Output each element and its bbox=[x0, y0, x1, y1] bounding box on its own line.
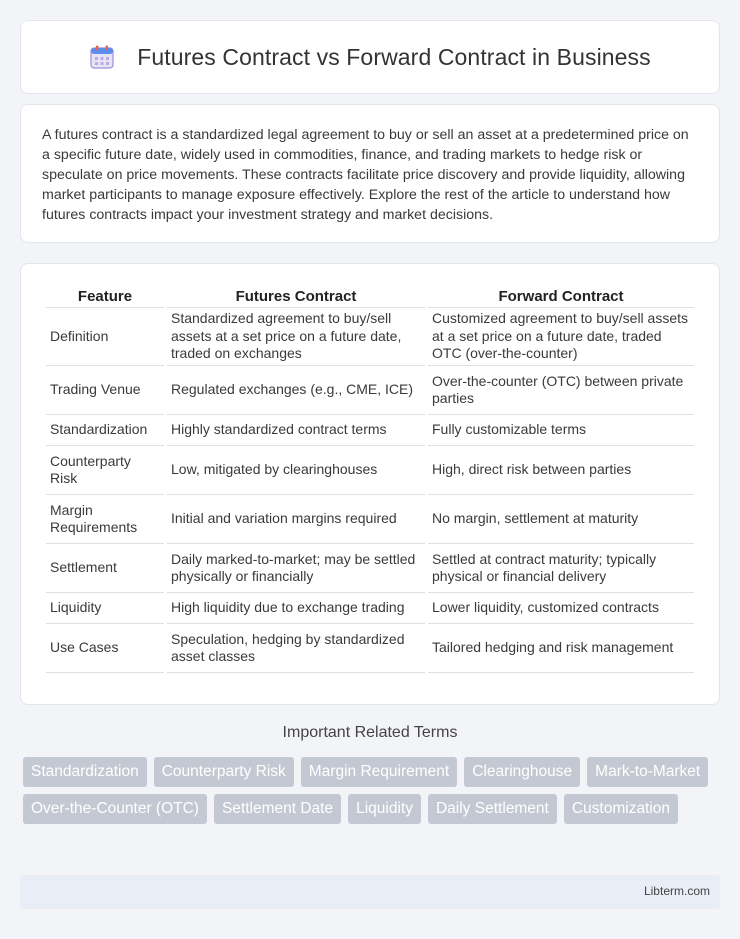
table-row bbox=[46, 593, 694, 624]
row-futures: Highly standardized contract terms bbox=[167, 415, 425, 446]
related-terms-heading: Important Related Terms bbox=[282, 724, 458, 741]
table-row bbox=[46, 544, 694, 593]
comparison-table-card bbox=[20, 263, 720, 705]
row-forward: High, direct risk between parties bbox=[428, 446, 694, 495]
row-forward: No margin, settlement at maturity bbox=[428, 495, 694, 544]
tag-settlement-date[interactable]: Settlement Date bbox=[214, 794, 341, 824]
row-futures: Regulated exchanges (e.g., CME, ICE) bbox=[167, 366, 425, 415]
tag-mark-to-market[interactable]: Mark-to-Market bbox=[587, 757, 708, 787]
header-futures: Futures Contract bbox=[167, 284, 425, 308]
row-futures: Standardized agreement to buy/sell assets at a set price on a future date, traded on exchanges bbox=[167, 308, 425, 366]
table-row bbox=[46, 308, 694, 366]
footer bbox=[20, 875, 720, 909]
tag-standardization[interactable]: Standardization bbox=[23, 757, 147, 787]
row-feature: Definition bbox=[46, 308, 164, 366]
row-forward: Customized agreement to buy/sell assets at a set price on a future date, traded OTC (over-the-counter) bbox=[428, 308, 694, 366]
intro-card bbox=[20, 104, 720, 243]
footer-brand-link[interactable]: Libterm.com bbox=[643, 884, 710, 898]
title-card bbox=[20, 20, 720, 94]
intro-paragraph: A futures contract is a standardized legal agreement to buy or sell an asset at a predetermined price on a specific future date, widely used in commodities, finance, and trading markets to hedge risk or speculate on price movements. These contracts facilitate price discovery and provide liquidity, allowing market participants to manage exposure effectively. Explore the rest of the article to understand how futures contracts impact your investment strategy and market decisions. bbox=[42, 127, 689, 223]
row-futures: Speculation, hedging by standardized asset classes bbox=[167, 624, 425, 673]
table-row bbox=[46, 446, 694, 495]
row-forward: Settled at contract maturity; typically physical or financial delivery bbox=[428, 544, 694, 593]
tag-margin-requirement[interactable]: Margin Requirement bbox=[301, 757, 457, 787]
tag-clearinghouse[interactable]: Clearinghouse bbox=[464, 757, 580, 787]
comparison-table bbox=[43, 284, 697, 673]
row-feature: Settlement bbox=[46, 544, 164, 593]
row-feature: Use Cases bbox=[46, 624, 164, 673]
row-feature: Trading Venue bbox=[46, 366, 164, 415]
row-futures: Daily marked-to-market; may be settled physically or financially bbox=[167, 544, 425, 593]
tag-counterparty-risk[interactable]: Counterparty Risk bbox=[154, 757, 294, 787]
row-feature: Liquidity bbox=[46, 593, 164, 624]
tag-over-the-counter[interactable]: Over-the-Counter (OTC) bbox=[23, 794, 207, 824]
table-row bbox=[46, 624, 694, 673]
row-feature: Standardization bbox=[46, 415, 164, 446]
row-feature: Margin Requirements bbox=[46, 495, 164, 544]
row-futures: High liquidity due to exchange trading bbox=[167, 593, 425, 624]
tag-liquidity[interactable]: Liquidity bbox=[348, 794, 421, 824]
tag-customization[interactable]: Customization bbox=[564, 794, 678, 824]
row-forward: Lower liquidity, customized contracts bbox=[428, 593, 694, 624]
header-forward: Forward Contract bbox=[428, 284, 694, 308]
table-header-row bbox=[46, 284, 694, 308]
row-forward: Fully customizable terms bbox=[428, 415, 694, 446]
header-feature: Feature bbox=[46, 284, 164, 308]
calendar-icon bbox=[89, 44, 115, 70]
tag-daily-settlement[interactable]: Daily Settlement bbox=[428, 794, 557, 824]
table-row bbox=[46, 415, 694, 446]
related-terms-list bbox=[23, 757, 723, 824]
row-futures: Low, mitigated by clearinghouses bbox=[167, 446, 425, 495]
page-title: Futures Contract vs Forward Contract in Business bbox=[137, 43, 651, 70]
row-forward: Tailored hedging and risk management bbox=[428, 624, 694, 673]
table-row bbox=[46, 495, 694, 544]
row-forward: Over-the-counter (OTC) between private parties bbox=[428, 366, 694, 415]
row-futures: Initial and variation margins required bbox=[167, 495, 425, 544]
table-row bbox=[46, 366, 694, 415]
row-feature: Counterparty Risk bbox=[46, 446, 164, 495]
